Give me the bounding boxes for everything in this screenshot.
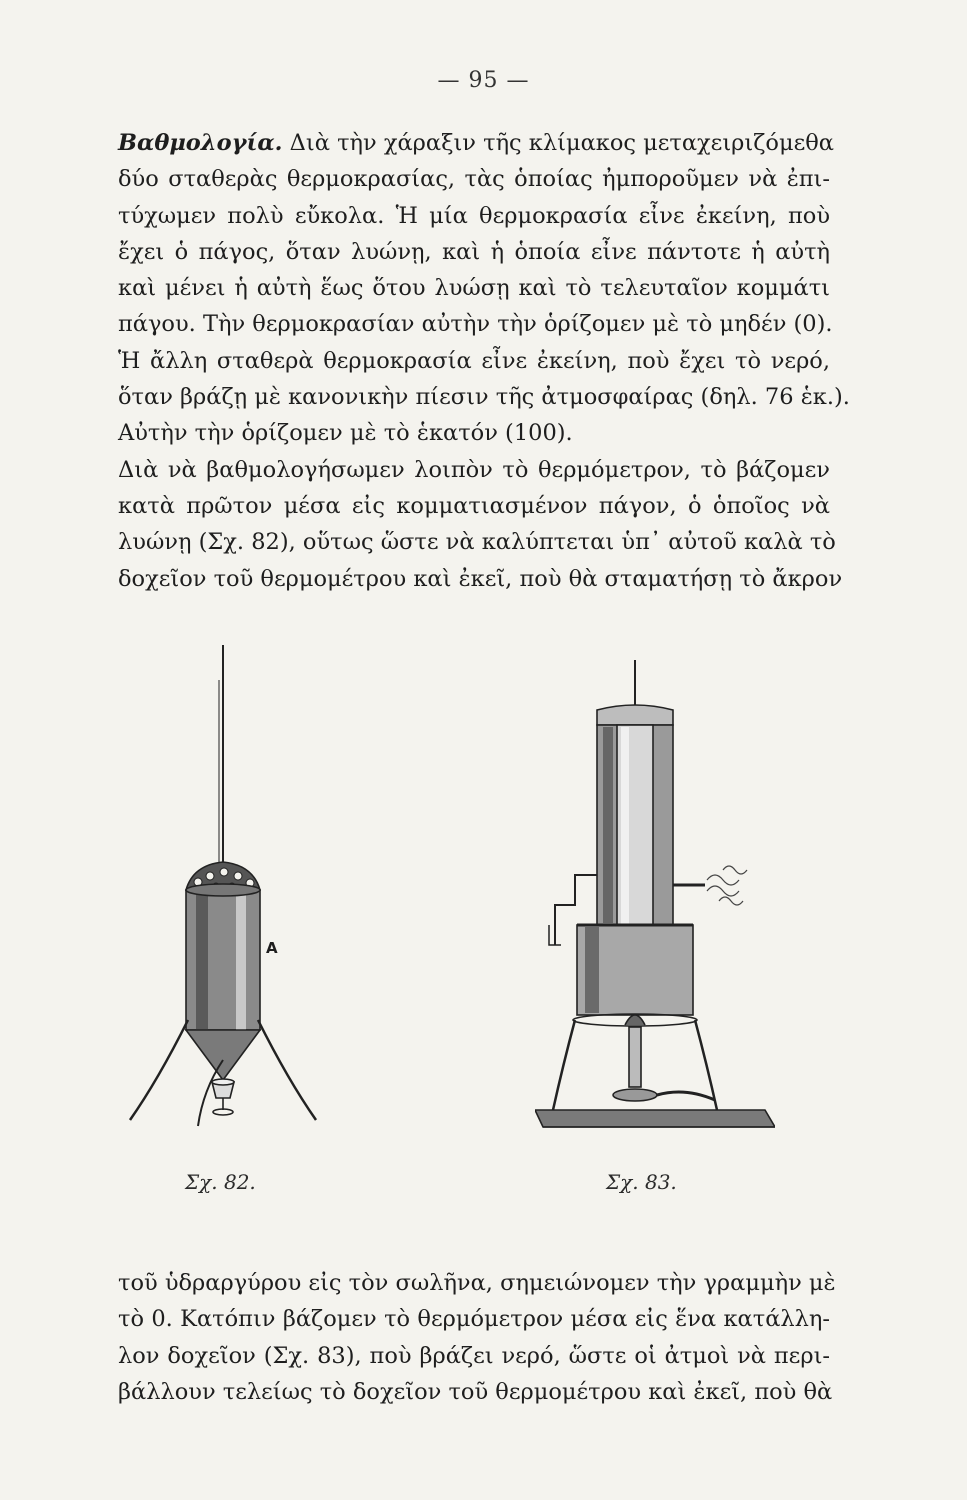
text-line: λυώνῃ (Σχ. 82), οὕτως ὥστε νὰ καλύπτεται ὑπ᾿ αὐτοῦ καλὰ τὸ [118,529,836,556]
page-number: — 95 — [437,68,530,93]
text-line: ὅταν βράζῃ μὲ κανονικὴν πίεσιν τῆς ἀτμοσφαίρας (δηλ. 76 ἑκ.). [118,384,850,411]
figure-label-a: A [266,939,278,957]
text-line: ἔχει ὁ πάγος, ὅταν λυώνῃ, καὶ ἡ ὁποία εἶνε πάντοτε ἡ αὐτὴ [118,238,830,265]
text-line: λον δοχεῖον (Σχ. 83), ποὺ βράζει νερό, ὥστε οἱ ἀτμοὶ νὰ περι- [118,1342,830,1369]
text-line: Αὐτὴν τὴν ὁρίζομεν μὲ τὸ ἑκατόν (100). [118,420,573,447]
text-line [118,125,834,161]
figure-ice-thermometer [118,640,323,1130]
text-line: κατὰ πρῶτον μέσα εἰς κομματιασμένον πάγον, ὁ ὁποῖος νὰ [118,492,830,519]
text-line: καὶ μένει ἡ αὐτὴ ἕως ὅτου λυώσῃ καὶ τὸ τελευταῖον κομμάτι [118,275,830,302]
text-line: δύο σταθερὰς θερμοκρασίας, τὰς ὁποίας ἠμποροῦμεν νὰ ἐπι- [118,166,830,193]
bottom-paragraph [118,1265,836,1410]
figure-steam-apparatus [535,655,775,1135]
text-line: δοχεῖον τοῦ θερμομέτρου καὶ ἐκεῖ, ποὺ θὰ σταματήσῃ τὸ ἄκρον [118,565,843,592]
text-line: Ἡ ἄλλη σταθερὰ θερμοκρασία εἶνε ἐκείνη, ποὺ ἔχει τὸ νερό, [118,347,830,374]
text-line: τύχωμεν πολὺ εὔκολα. Ἡ μία θερμοκρασία εἶνε ἐκείνη, ποὺ [118,202,830,229]
text-line: Διὰ νὰ βαθμολογήσωμεν λοιπὸν τὸ θερμόμετρον, τὸ βάζομεν [118,456,830,483]
figure-caption-83: Σχ. 83. [606,1170,677,1194]
top-paragraphs [118,125,850,597]
text-line: τοῦ ὑδραργύρου εἰς τὸν σωλῆνα, σημειώνομεν τὴν γραμμὴν μὲ [118,1270,836,1296]
figure-caption-82: Σχ. 82. [185,1170,256,1194]
text-line-rest: Διὰ τὴν χάραξιν τῆς κλίμακος μεταχειριζόμεθα [282,130,834,156]
text-line: πάγου. Τὴν θερμοκρασίαν αὐτὴν τὴν ὁρίζομεν μὲ τὸ μηδέν (0). [118,311,833,338]
section-heading: Βαθμολογία. [118,130,283,156]
text-line: βάλλουν τελείως τὸ δοχεῖον τοῦ θερμομέτρου καὶ ἐκεῖ, ποὺ θὰ [118,1378,833,1405]
text-line: τὸ 0. Κατόπιν βάζομεν τὸ θερμόμετρον μέσα εἰς ἕνα κατάλλη- [118,1306,830,1333]
